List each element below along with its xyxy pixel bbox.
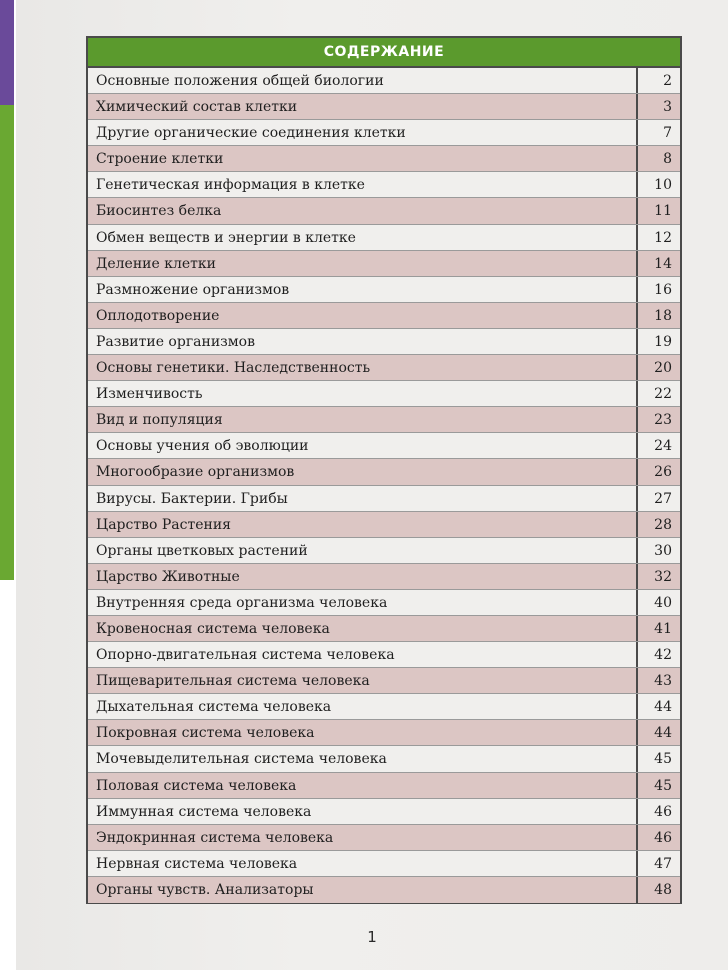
color-stripe-green xyxy=(0,105,14,580)
toc-entry-title: Многообразие организмов xyxy=(96,464,295,481)
toc-row xyxy=(88,355,680,381)
toc-entry-title: Обмен веществ и энергии в клетке xyxy=(96,229,356,246)
toc-entry-title: Мочевыделительная система человека xyxy=(96,751,387,768)
toc-row xyxy=(88,381,680,407)
toc-entry-title: Покровная система человека xyxy=(96,725,315,742)
toc-row xyxy=(88,538,680,564)
toc-entry-title: Органы цветковых растений xyxy=(96,542,308,559)
document-page xyxy=(16,0,728,970)
toc-row xyxy=(88,146,680,172)
toc-header: СОДЕРЖАНИЕ xyxy=(88,38,680,68)
toc-entry-page: 19 xyxy=(636,329,680,354)
toc-entry-page: 45 xyxy=(636,773,680,798)
toc-row xyxy=(88,590,680,616)
toc-entry-title: Пищеварительная система человека xyxy=(96,673,370,690)
toc-entry-title: Опорно-двигательная система человека xyxy=(96,647,395,664)
toc-entry-title: Строение клетки xyxy=(96,151,224,168)
toc-entry-page: 3 xyxy=(636,94,680,119)
toc-row xyxy=(88,851,680,877)
toc-row xyxy=(88,512,680,538)
toc-row xyxy=(88,172,680,198)
toc-row xyxy=(88,877,680,903)
toc-entry-title: Развитие организмов xyxy=(96,333,255,350)
toc-entry-title: Царство Растения xyxy=(96,516,231,533)
toc-row xyxy=(88,68,680,94)
toc-entry-title: Вид и популяция xyxy=(96,412,223,429)
toc-row xyxy=(88,251,680,277)
toc-row xyxy=(88,94,680,120)
toc-entry-page: 10 xyxy=(636,172,680,197)
toc-entry-title: Внутренняя среда организма человека xyxy=(96,594,388,611)
toc-entry-page: 24 xyxy=(636,433,680,458)
toc-row xyxy=(88,407,680,433)
toc-entry-page: 46 xyxy=(636,799,680,824)
toc-entry-page: 22 xyxy=(636,381,680,406)
toc-entry-page: 43 xyxy=(636,668,680,693)
table-of-contents xyxy=(86,36,682,904)
toc-entry-page: 45 xyxy=(636,746,680,771)
toc-entry-page: 23 xyxy=(636,407,680,432)
toc-row xyxy=(88,668,680,694)
toc-entry-page: 44 xyxy=(636,720,680,745)
toc-entry-title: Основные положения общей биологии xyxy=(96,73,384,89)
toc-entry-title: Эндокринная система человека xyxy=(96,829,334,846)
toc-row xyxy=(88,773,680,799)
toc-entry-title: Иммунная система человека xyxy=(96,803,312,820)
toc-row xyxy=(88,799,680,825)
toc-entry-page: 46 xyxy=(636,825,680,850)
toc-entry-title: Химический состав клетки xyxy=(96,99,298,116)
toc-row xyxy=(88,120,680,146)
toc-entry-page: 48 xyxy=(636,877,680,903)
toc-entry-page: 11 xyxy=(636,198,680,223)
toc-entry-title: Половая система человека xyxy=(96,777,297,794)
page-number: 1 xyxy=(367,928,377,946)
toc-row xyxy=(88,694,680,720)
toc-row xyxy=(88,486,680,512)
toc-entry-page: 2 xyxy=(636,68,680,93)
color-stripe-purple xyxy=(0,0,14,105)
toc-entry-page: 44 xyxy=(636,694,680,719)
toc-entry-title: Другие органические соединения клетки xyxy=(96,125,406,142)
toc-entry-title: Нервная система человека xyxy=(96,855,298,872)
toc-row xyxy=(88,564,680,590)
toc-entry-page: 26 xyxy=(636,459,680,484)
toc-entry-page: 16 xyxy=(636,277,680,302)
toc-entry-page: 8 xyxy=(636,146,680,171)
toc-entry-title: Изменчивость xyxy=(96,386,203,403)
toc-entry-page: 47 xyxy=(636,851,680,876)
toc-entry-page: 27 xyxy=(636,486,680,511)
toc-row xyxy=(88,616,680,642)
toc-row xyxy=(88,746,680,772)
toc-row xyxy=(88,225,680,251)
toc-entry-page: 14 xyxy=(636,251,680,276)
toc-entry-page: 42 xyxy=(636,642,680,667)
toc-entry-title: Кровеносная система человека xyxy=(96,620,330,637)
toc-entry-page: 28 xyxy=(636,512,680,537)
toc-row xyxy=(88,329,680,355)
toc-entry-page: 32 xyxy=(636,564,680,589)
toc-row xyxy=(88,720,680,746)
toc-entry-title: Вирусы. Бактерии. Грибы xyxy=(96,490,288,507)
toc-row xyxy=(88,825,680,851)
toc-entry-title: Размножение организмов xyxy=(96,281,290,298)
toc-row xyxy=(88,642,680,668)
toc-entry-page: 40 xyxy=(636,590,680,615)
toc-row xyxy=(88,303,680,329)
toc-entry-title: Основы учения об эволюции xyxy=(96,438,309,455)
toc-row xyxy=(88,198,680,224)
toc-entry-title: Оплодотворение xyxy=(96,307,220,324)
toc-entry-page: 7 xyxy=(636,120,680,145)
toc-entry-title: Органы чувств. Анализаторы xyxy=(96,881,314,898)
toc-entry-page: 18 xyxy=(636,303,680,328)
toc-entry-title: Деление клетки xyxy=(96,255,216,272)
toc-row xyxy=(88,459,680,485)
toc-entry-page: 30 xyxy=(636,538,680,563)
toc-entry-title: Генетическая информация в клетке xyxy=(96,177,365,194)
toc-entry-title: Основы генетики. Наследственность xyxy=(96,360,371,377)
toc-entry-page: 20 xyxy=(636,355,680,380)
toc-row xyxy=(88,277,680,303)
toc-rows xyxy=(88,68,680,903)
toc-entry-page: 12 xyxy=(636,225,680,250)
toc-entry-title: Царство Животные xyxy=(96,568,240,585)
toc-entry-page: 41 xyxy=(636,616,680,641)
toc-row xyxy=(88,433,680,459)
toc-entry-title: Дыхательная система человека xyxy=(96,699,332,716)
toc-entry-title: Биосинтез белка xyxy=(96,203,222,220)
